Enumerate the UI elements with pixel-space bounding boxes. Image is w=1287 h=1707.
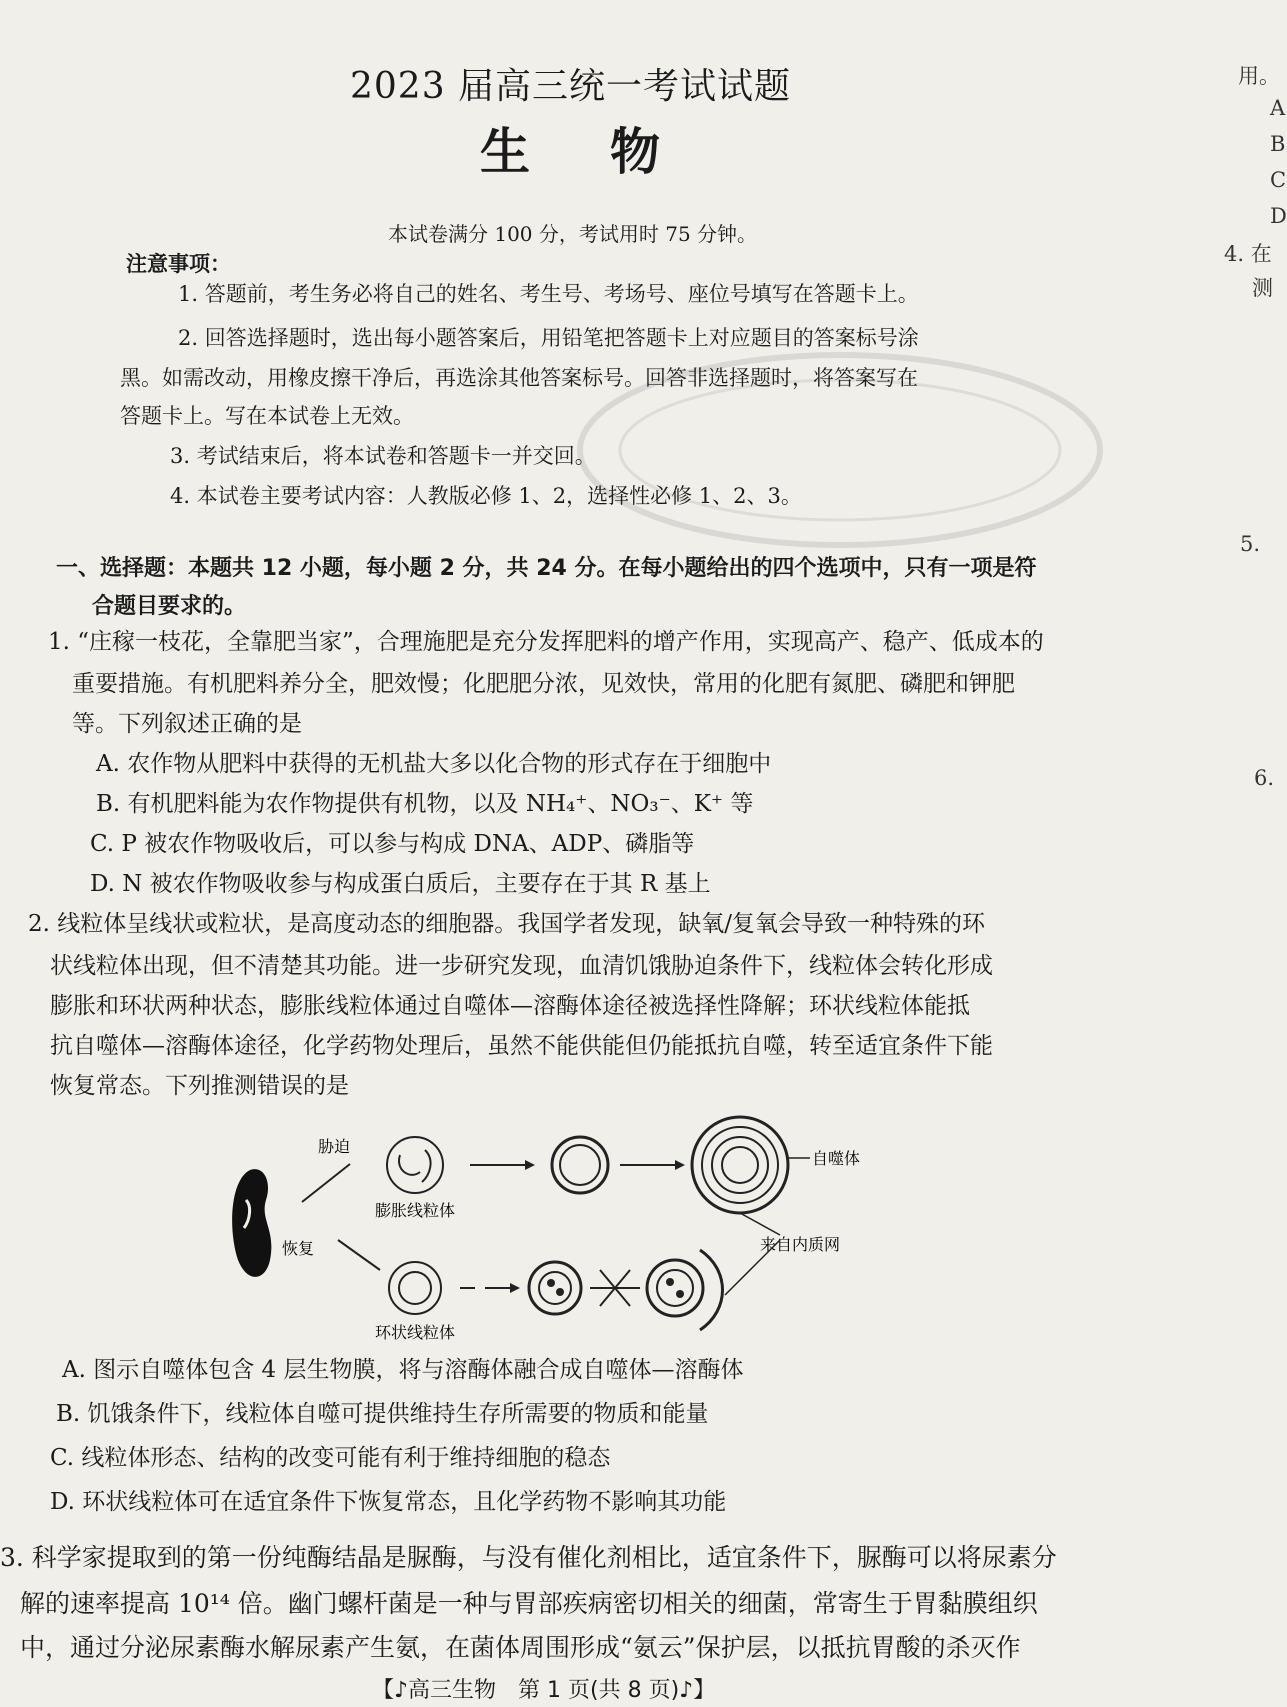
q1-line-2: 重要措施。有机肥料养分全，肥效慢；化肥肥分浓，见效快，常用的化肥有氮肥、磷肥和钾肥: [72, 671, 1015, 697]
ring-engulfing-step: [529, 1262, 581, 1314]
q2-option-c: C. 线粒体形态、结构的改变可能有利于维持细胞的稳态: [50, 1445, 611, 1471]
notice-item-1: 1. 答题前，考生务必将自己的姓名、考生号、考场号、座位号填写在答题卡上。: [178, 282, 919, 306]
label-swollen: 膨胀线粒体: [375, 1201, 456, 1220]
autophagosome: [692, 1117, 788, 1213]
q2-line-2: 状线粒体出现，但不清楚其功能。进一步研究发现，血清饥饿胁迫条件下，线粒体会转化形成: [50, 953, 993, 979]
margin-text-9: 6.: [1254, 766, 1275, 790]
margin-text-8: 5.: [1240, 532, 1261, 556]
label-ring: 环状线粒体: [375, 1323, 456, 1342]
score-line: 本试卷满分 100 分，考试用时 75 分钟。: [388, 222, 758, 246]
subject-title: 生物: [480, 122, 740, 181]
margin-text-3: B: [1270, 132, 1286, 156]
q1-line-3: 等。下列叙述正确的是: [72, 711, 302, 737]
notice-item-2: 2. 回答选择题时，选出每小题答案后，用铅笔把答题卡上对应题目的答案标号涂: [178, 326, 919, 350]
notice-item-4: 4. 本试卷主要考试内容：人教版必修 1、2，选择性必修 1、2、3。: [170, 484, 802, 508]
q1-option-d: D. N 被农作物吸收参与构成蛋白质后，主要存在于其 R 基上: [90, 871, 711, 897]
q3-line-3: 中，通过分泌尿素酶水解尿素产生氨，在菌体周围形成“氨云”保护层，以抵抗胃酸的杀灭作: [20, 1633, 1021, 1662]
section-heading-line1: 一、选择题：本题共 12 小题，每小题 2 分，共 24 分。在每小题给出的四个选项中，只有一项是符: [56, 556, 1037, 581]
section-heading-line2: 合题目要求的。: [92, 594, 247, 619]
label-from-er: 来自内质网: [760, 1235, 841, 1254]
q3-line-1: 3. 科学家提取到的第一份纯酶结晶是脲酶，与没有催化剂相比，适宜条件下，脲酶可以将尿素分: [0, 1543, 1057, 1572]
margin-text-1: 用。: [1238, 64, 1280, 88]
q1-line-1: 1. “庄稼一枝花，全靠肥当家”，合理施肥是充分发挥肥料的增产作用，实现高产、稳产、低成本的: [48, 629, 1044, 655]
q2-line-5: 恢复常态。下列推测错误的是: [50, 1073, 349, 1099]
section-heading: [56, 550, 1037, 626]
q2-option-b: B. 饥饿条件下，线粒体自噬可提供维持生存所需要的物质和能量: [56, 1401, 709, 1427]
engulfing-step: [552, 1137, 608, 1193]
q1-option-a: A. 农作物从肥料中获得的无机盐大多以化合物的形式存在于细胞中: [96, 751, 772, 777]
notice-item-3: 3. 考试结束后，将本试卷和答题卡一并交回。: [170, 444, 596, 468]
ring-mitochondrion: [389, 1262, 441, 1314]
q2-option-a: A. 图示自噬体包含 4 层生物膜，将与溶酶体融合成自噬体—溶酶体: [62, 1357, 744, 1383]
q3-line-2: 解的速率提高 10¹⁴ 倍。幽门螺杆菌是一种与胃部疾病密切相关的细菌，常寄生于胃黏膜组织: [20, 1589, 1038, 1618]
q2-line-3: 膨胀和环状两种状态，膨胀线粒体通过自噬体—溶酶体途径被选择性降解；环状线粒体能抵: [50, 993, 970, 1019]
label-stress: 胁迫: [318, 1137, 351, 1156]
q2-line-1: 2. 线粒体呈线状或粒状，是高度动态的细胞器。我国学者发现，缺氧/复氧会导致一种特殊的环: [28, 911, 986, 937]
mitochondria-diagram: [220, 1110, 1020, 1360]
margin-text-5: D: [1270, 204, 1287, 228]
ring-partial-autophagosome: [647, 1250, 723, 1330]
q2-option-d: D. 环状线粒体可在适宜条件下恢复常态，且化学药物不影响其功能: [50, 1489, 727, 1515]
margin-text-6: 4. 在: [1224, 242, 1272, 266]
margin-text-4: C: [1270, 168, 1287, 192]
margin-text-7: 测: [1252, 276, 1273, 300]
swollen-mitochondrion: [387, 1137, 443, 1193]
notice-heading: 注意事项：: [126, 252, 231, 276]
exam-title: 2023 届高三统一考试试题: [350, 66, 792, 107]
q2-line-4: 抗自噬体—溶酶体途径，化学药物处理后，虽然不能供能但仍能抵抗自噬，转至适宜条件下能: [50, 1033, 993, 1059]
mitochondrion-blob: [232, 1169, 271, 1277]
label-recover: 恢复: [282, 1239, 315, 1258]
margin-text-2: A: [1270, 96, 1286, 120]
q1-option-b: B. 有机肥料能为农作物提供有机物，以及 NH₄⁺、NO₃⁻、K⁺ 等: [96, 791, 754, 817]
notice-item-2-end: 答题卡上。写在本试卷上无效。: [120, 404, 414, 428]
label-autophagosome: 自噬体: [812, 1149, 861, 1168]
q1-option-c: C. P 被农作物吸收后，可以参与构成 DNA、ADP、磷脂等: [90, 831, 695, 857]
notice-item-2-cont: 黑。如需改动，用橡皮擦干净后，再选涂其他答案标号。回答非选择题时，将答案写在: [120, 366, 918, 390]
page-footer: 【♪高三生物 第 1 页(共 8 页)♪】: [372, 1678, 716, 1703]
